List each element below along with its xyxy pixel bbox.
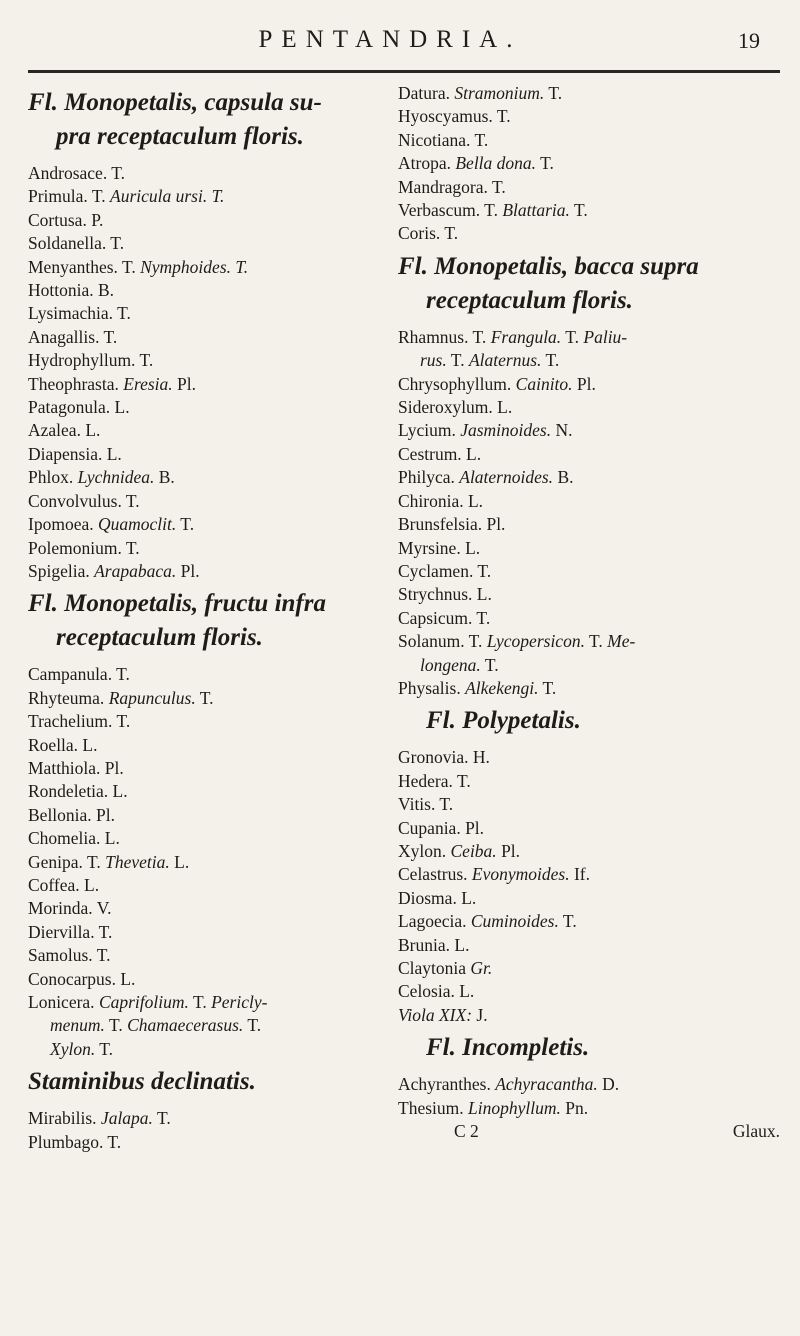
genus-name: Claytonia (398, 958, 471, 978)
authority: D. (597, 1074, 620, 1095)
heading-line: receptaculum floris. (426, 286, 633, 314)
authority: T. (561, 326, 584, 347)
authority: Pl. (496, 840, 521, 861)
synonym: Alaternus. (468, 350, 542, 371)
genus-name: Physalis. (398, 677, 466, 698)
authority: B. (553, 467, 574, 488)
synonym: Achyracantha. (495, 1074, 598, 1095)
genus-name: Capsicum. T. (398, 607, 491, 628)
synonym: rus. (420, 350, 447, 371)
synonym: Linophyllum. (468, 1097, 561, 1118)
genus-name: Coffea. L. (28, 874, 100, 895)
authority: Pl. (172, 373, 197, 394)
genus-entry (28, 209, 368, 232)
authority: T. (95, 1038, 114, 1059)
genus-name: Primula. T. (28, 186, 110, 207)
genus-entry (398, 910, 780, 933)
synonym: Me- (607, 631, 636, 652)
synonym: Auricula ursi. T. (110, 186, 225, 207)
synonym: Cainito. (515, 373, 573, 394)
genus-entry (28, 349, 368, 372)
authority: T. (446, 350, 469, 371)
genus-name: Rhyteuma. (28, 687, 109, 708)
genus-entry (28, 874, 368, 897)
genus-name: Trachelium. T. (28, 711, 131, 732)
genus-entry (398, 607, 780, 630)
genus-entry (398, 887, 780, 910)
genus-name: Theophrasta. (28, 373, 124, 394)
page-footer (398, 1120, 780, 1144)
authority: T. (569, 200, 588, 221)
genus-entry (398, 980, 780, 1003)
genus-name: Achyranthes. (398, 1074, 496, 1095)
section-heading (28, 1065, 368, 1099)
genus-entry (398, 419, 780, 442)
genus-entry (28, 851, 368, 874)
genus-entry (28, 373, 368, 396)
genus-name: Atropa. (398, 153, 456, 174)
page-number: 19 (738, 28, 760, 53)
genus-entry (398, 152, 780, 175)
genus-entry (28, 537, 368, 560)
genus-entry (398, 1097, 780, 1120)
genus-entry (398, 326, 780, 349)
heading-line: Fl. Monopetalis, bacca supra (398, 252, 699, 280)
authority: T. (584, 631, 608, 652)
genus-entry (398, 746, 780, 769)
genus-name: Brunia. L. (398, 934, 470, 955)
genus-name: Nicotiana. T. (398, 129, 489, 150)
authority: T. (541, 350, 560, 371)
authority: Pn. (560, 1097, 589, 1118)
genus-name: Chrysophyllum. (398, 373, 516, 394)
genus-entry (28, 968, 368, 991)
genus-name: Chomelia. L. (28, 828, 120, 849)
genus-name: Spigelia. (28, 560, 95, 581)
signature-mark: C 2 (454, 1121, 479, 1142)
genus-name: Coris. T. (398, 223, 459, 244)
genus-name: Chironia. L. (398, 490, 484, 511)
synonym: Jasminoides. (460, 420, 552, 441)
authority: L. (169, 851, 190, 872)
genus-name: Sideroxylum. L. (398, 397, 513, 418)
heading-line: pra receptaculum floris. (56, 123, 304, 150)
genus-entry-continuation (398, 654, 780, 677)
section-heading (398, 704, 780, 738)
genus-name: Lonicera. (28, 992, 99, 1012)
authority: T. (538, 677, 557, 698)
genus-name: Celastrus. (398, 864, 472, 885)
authority: T. (544, 83, 563, 103)
genus-entry (398, 583, 780, 606)
genus-entry (398, 396, 780, 419)
synonym: Thevetia. (105, 851, 170, 872)
synonym: Evonymoides. (471, 864, 570, 885)
genus-entry (398, 817, 780, 840)
genus-name: Myrsine. L. (398, 537, 481, 558)
synonym: Gr. (470, 958, 493, 978)
genus-entry (398, 840, 780, 863)
genus-name: Bellonia. Pl. (28, 804, 116, 825)
heading-line: receptaculum floris. (56, 624, 263, 652)
genus-name: Strychnus. L. (398, 584, 492, 605)
genus-name: Convolvulus. T. (28, 490, 140, 511)
synonym: Ceiba. (450, 840, 497, 861)
genus-entry (28, 687, 368, 710)
genus-entry (398, 1004, 780, 1027)
synonym: Blattaria. (502, 200, 570, 221)
genus-entry (398, 793, 780, 816)
synonym: Stramonium. (454, 83, 545, 103)
right-column (398, 82, 780, 1144)
genus-entry (28, 419, 368, 442)
synonym: Nymphoides. T. (140, 256, 249, 277)
genus-entry (28, 804, 368, 827)
genus-name: Datura. (398, 83, 455, 103)
genus-name: Hedera. T. (398, 770, 471, 791)
genus-name: Thesium. (398, 1097, 468, 1118)
genus-entry (28, 185, 368, 208)
heading-line: Fl. Polypetalis. (426, 707, 581, 735)
genus-name: Philyca. (398, 467, 460, 488)
genus-name: Samolus. T. (28, 945, 111, 966)
genus-name: Patagonula. L. (28, 397, 130, 418)
genus-name: Anagallis. T. (28, 326, 118, 347)
genus-name: Androsace. T. (28, 163, 126, 183)
genus-name: Azalea. L. (28, 420, 101, 441)
running-head: PENTANDRIA. (258, 26, 522, 53)
genus-name: Ipomoea. (28, 514, 98, 535)
authority: J. (472, 1004, 488, 1025)
genus-entry (398, 934, 780, 957)
genus-entry (398, 537, 780, 560)
genus-entry (398, 373, 780, 396)
genus-name: Mirabilis. (28, 1108, 101, 1129)
authority: T. (176, 514, 195, 535)
genus-name: Cyclamen. T. (398, 560, 492, 581)
genus-name: Diervilla. T. (28, 921, 113, 942)
authority: T. (104, 1015, 128, 1036)
synonym: Rapunculus. (108, 687, 196, 708)
genus-entry (398, 199, 780, 222)
authority: N. (551, 420, 573, 441)
authority: T. (195, 687, 214, 708)
authority: T. (152, 1108, 171, 1129)
catchword: Glaux. (732, 1121, 780, 1142)
genus-entry (398, 770, 780, 793)
genus-entry-continuation (28, 1038, 368, 1061)
genus-name: Verbascum. T. (398, 200, 503, 221)
genus-entry (28, 279, 368, 302)
synonym: Frangula. (490, 326, 562, 347)
authority: Pl. (176, 560, 200, 581)
genus-entry (28, 1131, 368, 1154)
genus-name: Polemonium. T. (28, 537, 140, 558)
authority: If. (569, 864, 590, 885)
genus-entry (398, 129, 780, 152)
genus-name: Conocarpus. L. (28, 968, 136, 989)
genus-entry (398, 82, 780, 105)
genus-entry (28, 710, 368, 733)
genus-entry (28, 827, 368, 850)
genus-name: Diapensia. L. (28, 443, 122, 464)
genus-entry (398, 863, 780, 886)
authority: Pl. (572, 373, 596, 394)
genus-entry (398, 105, 780, 128)
synonym: longena. (420, 654, 481, 675)
genus-entry (398, 957, 780, 980)
authority: B. (154, 467, 175, 488)
genus-name: Diosma. L. (398, 887, 477, 908)
section-heading (28, 86, 368, 154)
genus-entry (398, 677, 780, 700)
genus-entry (398, 466, 780, 489)
synonym: Cuminoides. (470, 911, 559, 932)
genus-name: Mandragora. T. (398, 176, 506, 197)
genus-entry (28, 663, 368, 686)
genus-entry (28, 162, 368, 185)
genus-name: Gronovia. H. (398, 747, 490, 768)
authority: T. (243, 1015, 262, 1036)
synonym: Xylon. (50, 1038, 96, 1059)
genus-entry (28, 232, 368, 255)
synonym: Quamoclit. (97, 514, 177, 535)
genus-name: Rondeletia. L. (28, 781, 128, 802)
genus-name: Hydrophyllum. T. (28, 350, 154, 371)
genus-entry (28, 560, 368, 583)
genus-name: Vitis. T. (398, 794, 454, 815)
genus-name: Campanula. T. (28, 664, 130, 685)
genus-name: Cupania. Pl. (398, 817, 485, 838)
genus-entry-continuation (398, 349, 780, 372)
genus-entry (28, 921, 368, 944)
genus-entry-continuation (28, 1014, 368, 1037)
heading-line: Fl. Incompletis. (426, 1034, 590, 1062)
genus-name: Xylon. (398, 840, 451, 861)
genus-name: Hyoscyamus. T. (398, 106, 511, 127)
genus-entry (28, 443, 368, 466)
genus-entry (28, 734, 368, 757)
genus-name: Genipa. T. (28, 851, 106, 872)
synonym: Eresia. (123, 373, 173, 394)
genus-name: Morinda. V. (28, 898, 112, 919)
genus-entry (398, 513, 780, 536)
authority: T. (536, 153, 554, 174)
genus-entry (28, 991, 368, 1014)
genus-entry (28, 302, 368, 325)
genus-name: Solanum. T. (398, 631, 487, 652)
genus-name: Cortusa. P. (28, 209, 104, 230)
genus-name: Lycium. (398, 420, 461, 441)
authority: T. (480, 654, 499, 675)
synonym: Alaternoides. (459, 467, 554, 488)
genus-name: Menyanthes. T. (28, 256, 141, 277)
header-rule (28, 70, 780, 73)
synonym: Paliu- (583, 326, 628, 347)
genus-name: Rhamnus. T. (398, 326, 491, 347)
synonym: menum. (50, 1015, 105, 1036)
genus-name: Brunsfelsia. Pl. (398, 514, 506, 535)
genus-entry (398, 490, 780, 513)
synonym: Pericly- (211, 992, 268, 1012)
synonym: Jalapa. (100, 1108, 153, 1129)
synonym: Lycopersicon. (486, 631, 585, 652)
genus-entry (28, 944, 368, 967)
genus-entry (398, 560, 780, 583)
synonym: Caprifolium. (98, 992, 189, 1012)
synonym: Bella dona. (455, 153, 537, 174)
genus-name: Soldanella. T. (28, 233, 125, 254)
genus-name: Matthiola. Pl. (28, 757, 124, 778)
genus-name: Celosia. L. (398, 981, 475, 1002)
synonym: Chamaecerasus. (127, 1015, 244, 1036)
genus-entry (28, 256, 368, 279)
synonym: Arapabaca. (94, 560, 177, 581)
genus-entry (398, 630, 780, 653)
genus-name: Plumbago. T. (28, 1131, 122, 1152)
section-heading (398, 1031, 780, 1065)
heading-line: Fl. Monopetalis, fructu infra (28, 590, 326, 618)
genus-entry (28, 513, 368, 536)
authority: T. (188, 992, 212, 1012)
genus-name: Lagoecia. (398, 911, 471, 932)
genus-entry (398, 176, 780, 199)
genus-entry (398, 222, 780, 245)
genus-name: Lysimachia. T. (28, 303, 131, 324)
genus-name: Roella. L. (28, 734, 98, 755)
genus-entry (398, 1073, 780, 1096)
genus-entry (398, 443, 780, 466)
synonym: Lychnidea. (77, 467, 155, 488)
authority: T. (558, 911, 577, 932)
genus-name: Phlox. (28, 467, 78, 488)
genus-name: Cestrum. L. (398, 443, 482, 464)
genus-entry (28, 466, 368, 489)
genus-entry (28, 1107, 368, 1130)
heading-line: Staminibus declinatis. (28, 1068, 256, 1096)
synonym: Viola XIX: (398, 1004, 473, 1025)
genus-entry (28, 396, 368, 419)
left-column (28, 82, 368, 1154)
genus-entry (28, 780, 368, 803)
section-heading (398, 250, 780, 318)
genus-entry (28, 897, 368, 920)
synonym: Alkekengi. (465, 677, 539, 698)
genus-name: Hottonia. B. (28, 280, 115, 301)
section-heading (28, 587, 368, 655)
genus-entry (28, 326, 368, 349)
genus-entry (28, 757, 368, 780)
heading-line: Fl. Monopetalis, capsula su- (28, 89, 322, 116)
genus-entry (28, 490, 368, 513)
